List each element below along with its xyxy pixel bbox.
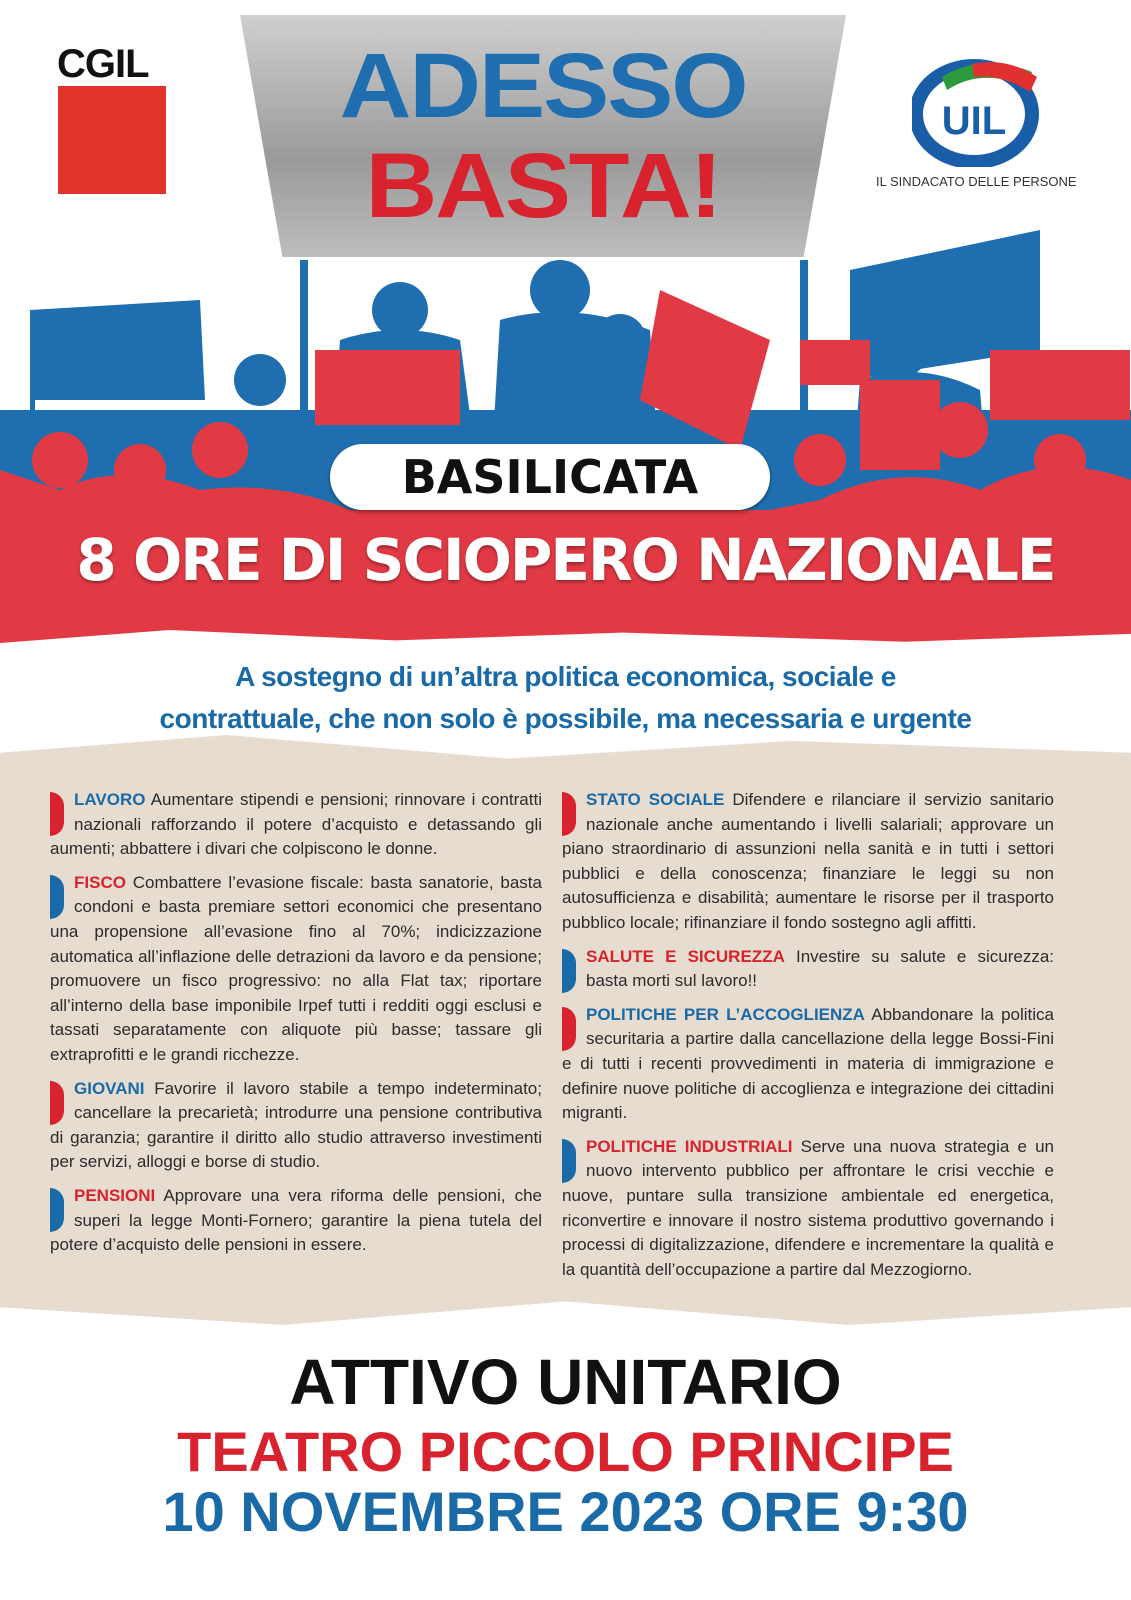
- subtitle-line1: A sostegno di un’altra politica economica, sociale e: [235, 661, 896, 692]
- left-column: [50, 788, 542, 1267]
- program-item: [50, 1184, 542, 1258]
- item-heading: GIOVANI: [74, 1078, 145, 1098]
- uil-logo: [912, 52, 1047, 167]
- program-item: [562, 1003, 1054, 1126]
- item-heading: SALUTE E SICUREZZA: [586, 946, 785, 966]
- item-marker: [50, 875, 64, 919]
- item-text: Aumentare stipendi e pensioni; rinnovare i contratti nazionali rafforzando il potere d’acquisto e detassando gli aumenti; abbattere i divari che colpiscono le donne.: [50, 790, 542, 859]
- item-marker: [50, 1188, 64, 1232]
- cgil-logo-text: CGIL: [57, 42, 149, 86]
- item-text: Difendere e rilanciare il servizio sanitario nazionale anche aumentando i livelli salariali; approvare un piano straordinario di assunzioni nella sanità e in tutti i settori pubblici e della conoscenza; finanziare le leggi su non autosufficienza e disabilità; aumentare le risorse per il trasporto pubblico locale; rifinanziare il fondo sostegno agli affitti.: [562, 790, 1054, 932]
- strike-headline: 8 ORE DI SCIOPERO NAZIONALE: [76, 526, 1055, 594]
- item-text: Combattere l’evasione fiscale: basta sanatorie, basta condoni e basta premiare settori economici che presentano una propensione all’evasione fino al 70%; indicizzazione automatica all’inflazione delle detrazioni da lavoro e da pensione; promuovere un fisco progressivo: no alla Flat tax; riportare all’interno della base imponibile Irpef tutti i redditi oggi esclusi e tassati separatamente con aliquote più basse; tassare gli extraprofitti e le grandi ricchezze.: [50, 872, 542, 1064]
- title-line2: BASTA!: [365, 135, 721, 237]
- item-marker: [562, 949, 576, 993]
- title-line1: ADESSO: [339, 35, 747, 137]
- item-text: Approvare una vera riforma delle pensioni, che superi la legge Monti-Fornero; garantire la piena tutela del potere d’acquisto delle pensioni in essere.: [50, 1185, 542, 1255]
- item-marker: [562, 1007, 576, 1051]
- item-heading: POLITICHE PER L’ACCOGLIENZA: [586, 1004, 865, 1024]
- item-heading: STATO SOCIALE: [586, 790, 725, 809]
- item-heading: POLITICHE INDUSTRIALI: [586, 1136, 793, 1156]
- uil-tagline: IL SINDACATO DELLE PERSONE: [876, 174, 1077, 189]
- event-venue: TEATRO PICCOLO PRINCIPE: [177, 1420, 954, 1483]
- item-text: Investire su salute e sicurezza: basta morti sul lavoro!!: [586, 946, 1054, 991]
- program-item: [562, 1135, 1054, 1283]
- item-text: Serve una nuova strategia e un nuovo intervento pubblico per affrontare le crisi vecchie e nuove, puntare sulla transizione ambientale ed energetica, riconvertire e innovare il nostro sistema produttivo governando i processi di digitalizzazione, difendere e incrementare la qualità e la quantità dell’occupazione a partire dal Mezzogiorno.: [562, 1136, 1054, 1279]
- subtitle: [0, 656, 1131, 740]
- right-column: [562, 788, 1054, 1291]
- item-heading: FISCO: [74, 872, 126, 892]
- program-item: [50, 1077, 542, 1175]
- subtitle-line2: contrattuale, che non solo è possibile, ma necessaria e urgente: [159, 703, 972, 734]
- item-heading: PENSIONI: [74, 1185, 156, 1205]
- cgil-logo-square: [58, 86, 166, 194]
- program-item: [50, 788, 542, 862]
- item-text: Favorire il lavoro stabile a tempo indeterminato; cancellare la precarietà; introdurre una pensione contributiva di garanzia; garantire il diritto allo studio attraverso investimenti per servizi, alloggi e borse di studio.: [50, 1078, 542, 1172]
- program-item: [562, 788, 1054, 936]
- item-marker: [50, 1081, 64, 1125]
- event-datetime: 10 NOVEMBRE 2023 ORE 9:30: [162, 1480, 969, 1543]
- item-text: Abbandonare la politica securitaria a partire dalla cancellazione della legge Bossi-Fini e di tutti i recenti provvedimenti in materia di immigrazione e definire nuove politiche di accoglienza e integrazione dei cittadini migranti.: [562, 1004, 1054, 1123]
- item-marker: [562, 1139, 576, 1183]
- region-badge: BASILICATA: [330, 444, 770, 510]
- item-marker: [562, 792, 576, 836]
- uil-logo-text: UIL: [941, 99, 1007, 143]
- program-item: [562, 945, 1054, 994]
- item-marker: [50, 792, 64, 836]
- program-item: [50, 871, 542, 1068]
- event-name: ATTIVO UNITARIO: [289, 1346, 842, 1418]
- item-heading: LAVORO: [74, 790, 146, 809]
